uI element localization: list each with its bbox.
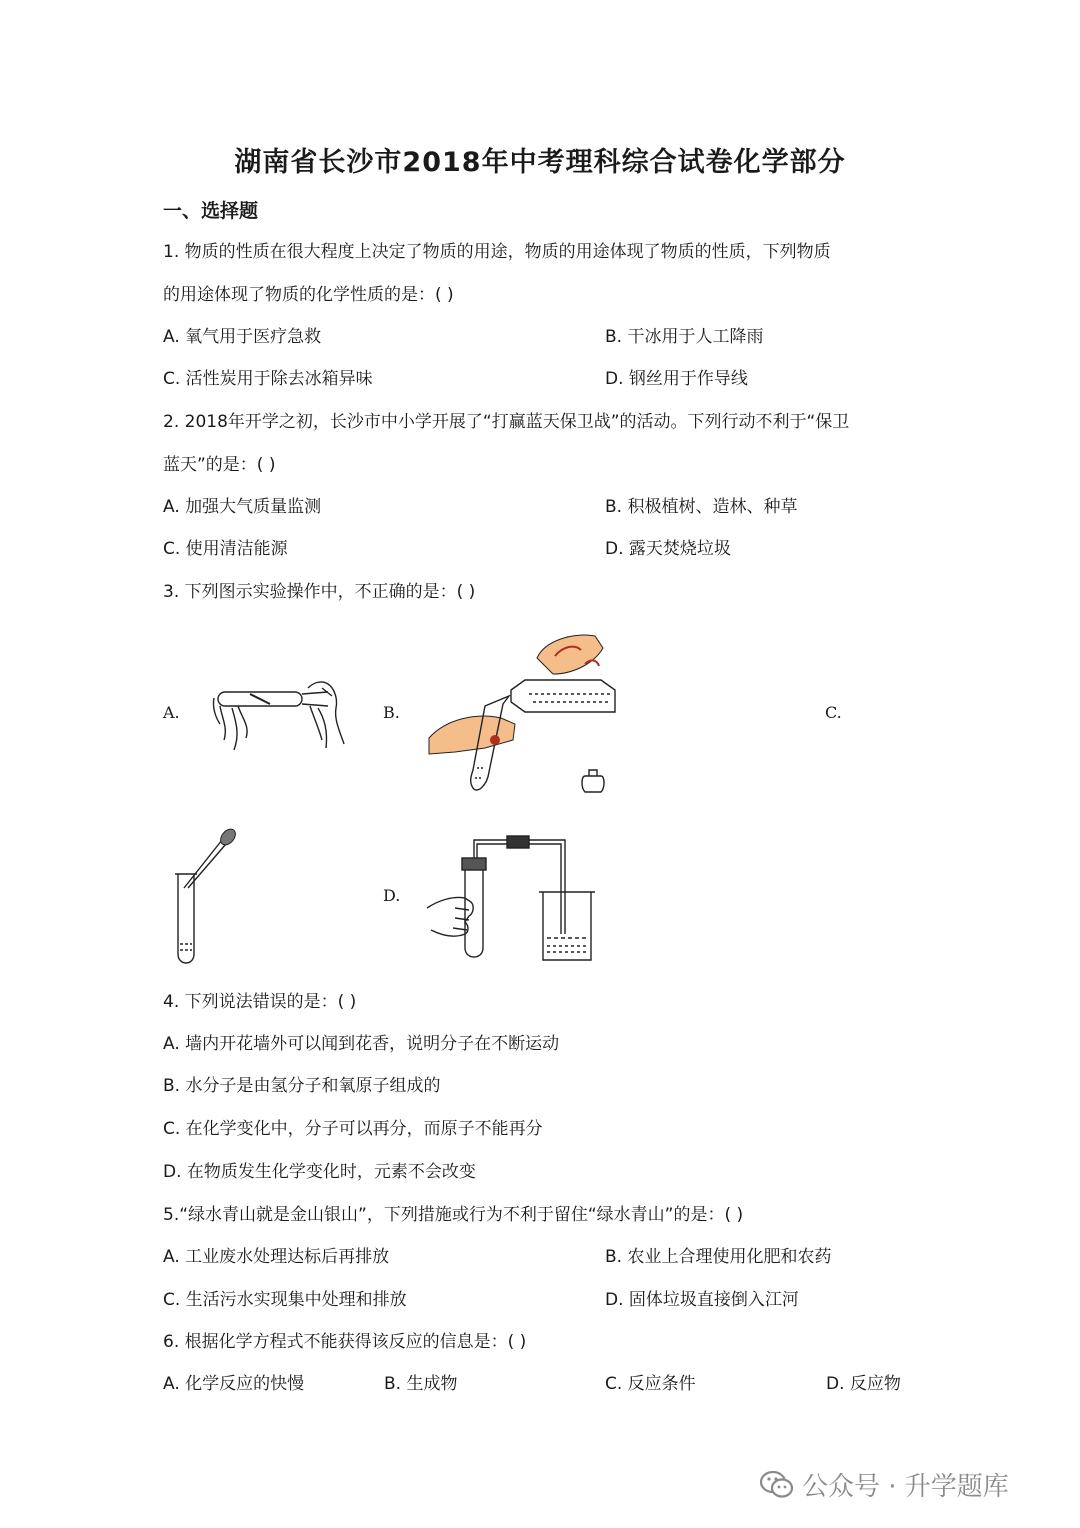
figure-c-dropper-test-tube [170,826,240,971]
question-5-option-b: B. 农业上合理使用化肥和农药 [605,1247,832,1267]
question-4-option-a: A. 墙内开花墙外可以闻到花香，说明分子在不断运动 [163,1034,560,1054]
question-2-option-b: B. 积极植树、造林、种草 [605,497,798,517]
question-5-line-1: 5.“绿水青山就是金山银山”，下列措施或行为不利于留住“绿水青山”的是：( ) [163,1205,744,1225]
section-heading: 一、选择题 [163,200,259,222]
question-1-line-2: 的用途体现了物质的化学性质的是：( ) [163,285,454,305]
question-2-option-a: A. 加强大气质量监测 [163,497,322,517]
question-3-label-b: B. [383,703,400,722]
question-4-line-1: 4. 下列说法错误的是：( ) [163,992,357,1012]
question-2-option-d: D. 露天焚烧垃圾 [605,539,731,559]
question-6-option-a: A. 化学反应的快慢 [163,1374,305,1394]
question-1-option-b: B. 干冰用于人工降雨 [605,327,764,347]
question-1-line-1: 1. 物质的性质在很大程度上决定了物质的用途，物质的用途体现了物质的性质，下列物质 [163,242,831,262]
question-4-option-c: C. 在化学变化中，分子可以再分，而原子不能再分 [163,1119,543,1139]
question-4-option-d: D. 在物质发生化学变化时，元素不会改变 [163,1162,476,1182]
figure-b-pouring-liquid [425,628,625,803]
question-1-option-c: C. 活性炭用于除去冰箱异味 [163,369,373,389]
question-3-label-a: A. [163,703,180,722]
question-2-line-1: 2. 2018年开学之初，长沙市中小学开展了“打赢蓝天保卫战”的活动。下列行动不利于“保卫 [163,412,850,432]
question-6-line-1: 6. 根据化学方程式不能获得该反应的信息是：( ) [163,1332,527,1352]
figure-d-airtightness-check [425,830,605,965]
question-3-label-d: D. [383,886,401,905]
question-2-line-2: 蓝天”的是：( ) [163,455,276,475]
wechat-icon [760,1470,794,1500]
question-6-option-c: C. 反应条件 [605,1374,696,1394]
question-1-option-a: A. 氧气用于医疗急救 [163,327,322,347]
question-3-line-1: 3. 下列图示实验操作中，不正确的是：( ) [163,582,476,602]
question-5-option-c: C. 生活污水实现集中处理和排放 [163,1290,407,1310]
question-2-option-c: C. 使用清洁能源 [163,539,288,559]
question-4-option-b: B. 水分子是由氢分子和氧原子组成的 [163,1076,441,1096]
question-3-label-c: C. [825,703,842,722]
question-5-option-d: D. 固体垃圾直接倒入江河 [605,1290,799,1310]
watermark-text: 公众号 · 升学题库 [802,1472,1009,1502]
question-5-option-a: A. 工业废水处理达标后再排放 [163,1247,390,1267]
figure-a-hands-test-tube [210,678,350,758]
question-6-option-b: B. 生成物 [384,1374,458,1394]
question-1-option-d: D. 钢丝用于作导线 [605,369,748,389]
question-6-option-d: D. 反应物 [826,1374,901,1394]
page-title: 湖南省长沙市2018年中考理科综合试卷化学部分 [234,147,846,178]
watermark [760,1466,1009,1503]
